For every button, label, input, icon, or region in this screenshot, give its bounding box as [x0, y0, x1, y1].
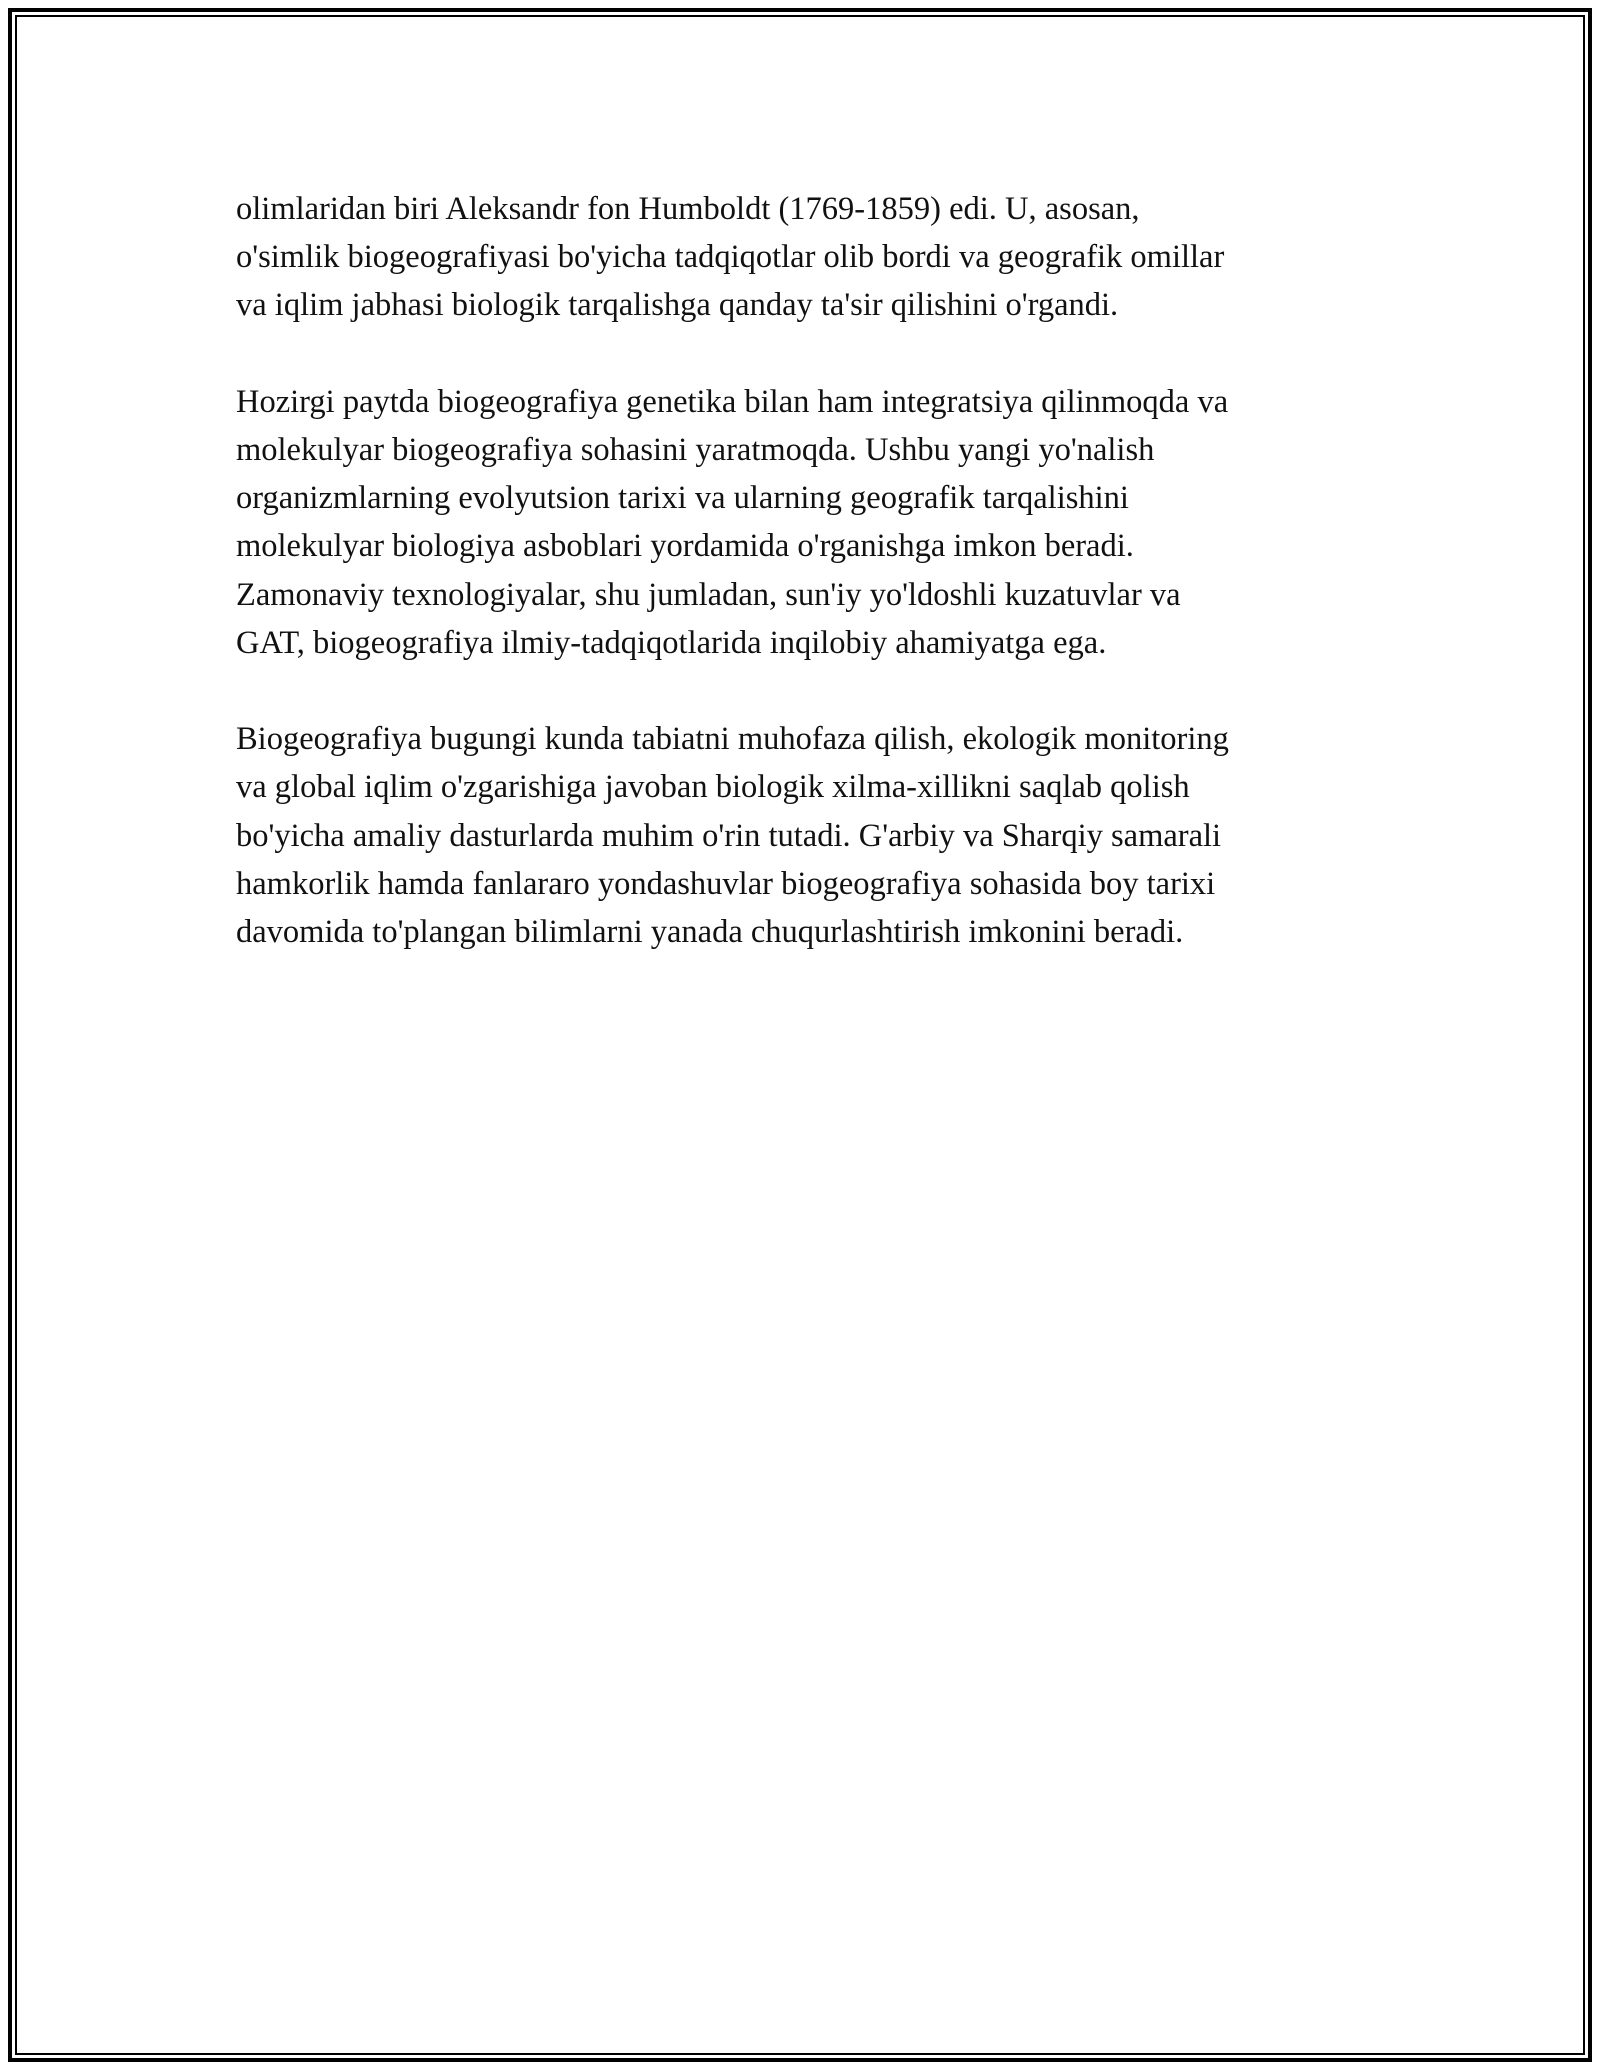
- text-line: molekulyar biogeografiya sohasini yaratmoqda. Ushbu yangi yo'nalish: [236, 432, 1155, 468]
- text-line: hamkorlik hamda fanlararo yondashuvlar biogeografiya sohasida boy tarixi: [236, 865, 1216, 902]
- text-line: Zamonaviy texnologiyalar, shu jumladan, sun'iy yo'ldoshli kuzatuvlar va: [236, 576, 1181, 613]
- text-line: va iqlim jabhasi biologik tarqalishga qanday ta'sir qilishini o'rgandi.: [236, 287, 1119, 324]
- paragraph-1: [236, 185, 1376, 330]
- text-line: o'simlik biogeografiyasi bo'yicha tadqiqotlar olib bordi va geografik omillar: [236, 239, 1225, 276]
- paragraph-2: [236, 378, 1376, 667]
- document-body: [236, 185, 1376, 1004]
- text-line: GAT, biogeografiya ilmiy-tadqiqotlarida inqilobiy ahamiyatga ega.: [236, 624, 1107, 661]
- text-line: Hozirgi paytda biogeografiya genetika bilan ham integratsiya qilinmoqda va: [236, 383, 1229, 420]
- text-line: Biogeografiya bugungi kunda tabiatni muhofaza qilish, ekologik monitoring: [236, 721, 1229, 758]
- paragraph-3: [236, 715, 1376, 956]
- text-line: molekulyar biologiya asboblari yordamida o'rganishga imkon beradi.: [236, 528, 1134, 565]
- text-line: va global iqlim o'zgarishiga javoban biologik xilma-xillikni saqlab qolish: [236, 769, 1190, 806]
- text-line: organizmlarning evolyutsion tarixi va ularning geografik tarqalishini: [236, 480, 1129, 517]
- text-line: bo'yicha amaliy dasturlarda muhim o'rin tutadi. G'arbiy va Sharqiy samarali: [236, 817, 1222, 854]
- text-line: davomida to'plangan bilimlarni yanada chuqurlashtirish imkonini beradi.: [236, 914, 1184, 951]
- text-line: olimlaridan biri Aleksandr fon Humboldt (1769-1859) edi. U, asosan,: [236, 191, 1140, 227]
